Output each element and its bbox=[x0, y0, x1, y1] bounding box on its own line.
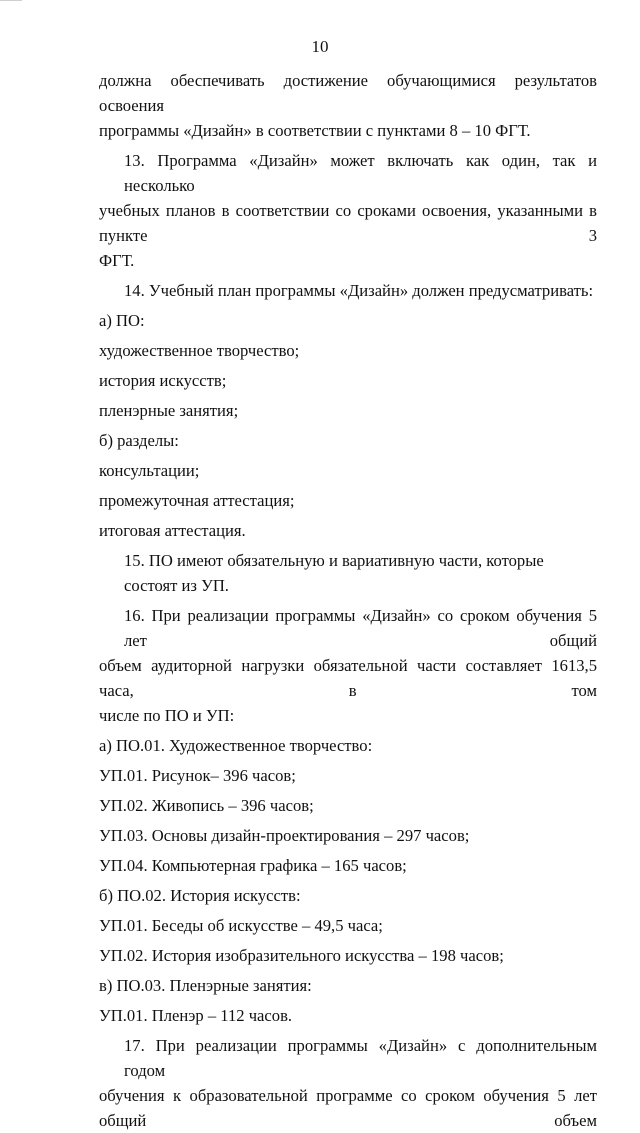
list-item: УП.04. Компьютерная графика – 165 часов; bbox=[99, 856, 407, 875]
list-item: история искусств; bbox=[99, 371, 227, 390]
list-item: итоговая аттестация. bbox=[99, 521, 246, 540]
text-line: 16. При реализации программы «Дизайн» со сроком обучения 5 лет общий bbox=[124, 606, 597, 650]
text-line: объем аудиторной нагрузки обязательной части составляет 1613,5 часа, в том bbox=[99, 656, 597, 700]
list-item: в) ПО.03. Пленэрные занятия: bbox=[99, 976, 312, 995]
list-item: УП.03. Основы дизайн-проектирования – 297 часов; bbox=[99, 826, 470, 845]
list-item: УП.02. История изобразительного искусства – 198 часов; bbox=[99, 946, 504, 965]
text-line: ФГТ. bbox=[99, 251, 135, 270]
scan-edge-mark bbox=[0, 0, 22, 1]
list-item: пленэрные занятия; bbox=[99, 401, 239, 420]
text-line: должна обеспечивать достижение обучающимися результатов освоения bbox=[99, 71, 597, 115]
list-item: УП.02. Живопись – 396 часов; bbox=[99, 796, 314, 815]
document-body bbox=[99, 68, 597, 1133]
text-line: числе по ПО и УП: bbox=[99, 706, 235, 725]
list-item: б) ПО.02. История искусств: bbox=[99, 886, 301, 905]
list-item: УП.01. Беседы об искусстве – 49,5 часа; bbox=[99, 916, 383, 935]
list-item: консультации; bbox=[99, 461, 200, 480]
text-line: 13. Программа «Дизайн» может включать как один, так и несколько bbox=[124, 151, 597, 195]
list-item: УП.01. Пленэр – 112 часов. bbox=[99, 1006, 293, 1025]
text-line: обучения к образовательной программе со сроком обучения 5 лет общий объем bbox=[99, 1086, 597, 1130]
list-item: а) ПО.01. Художественное творчество: bbox=[99, 736, 373, 755]
list-item: УП.01. Рисунок– 396 часов; bbox=[99, 766, 296, 785]
text-line: программы «Дизайн» в соответствии с пунктами 8 – 10 ФГТ. bbox=[99, 121, 531, 140]
paragraph-15: 15. ПО имеют обязательную и вариативную части, которые состоят из УП. bbox=[124, 551, 544, 595]
paragraph-16 bbox=[99, 603, 597, 728]
list-item: а) ПО: bbox=[99, 311, 145, 330]
page-number: 10 bbox=[311, 37, 329, 56]
text-line: учебных планов в соответствии со сроками освоения, указанными в пункте 3 bbox=[99, 201, 597, 245]
list-item: промежуточная аттестация; bbox=[99, 491, 295, 510]
paragraph-17 bbox=[99, 1033, 597, 1133]
text-line: 17. При реализации программы «Дизайн» с дополнительным годом bbox=[124, 1036, 597, 1080]
paragraph-intro bbox=[99, 68, 597, 143]
paragraph-13 bbox=[99, 148, 597, 273]
list-item: б) разделы: bbox=[99, 431, 179, 450]
paragraph-14: 14. Учебный план программы «Дизайн» должен предусматривать: bbox=[124, 281, 594, 300]
list-item: художественное творчество; bbox=[99, 341, 300, 360]
